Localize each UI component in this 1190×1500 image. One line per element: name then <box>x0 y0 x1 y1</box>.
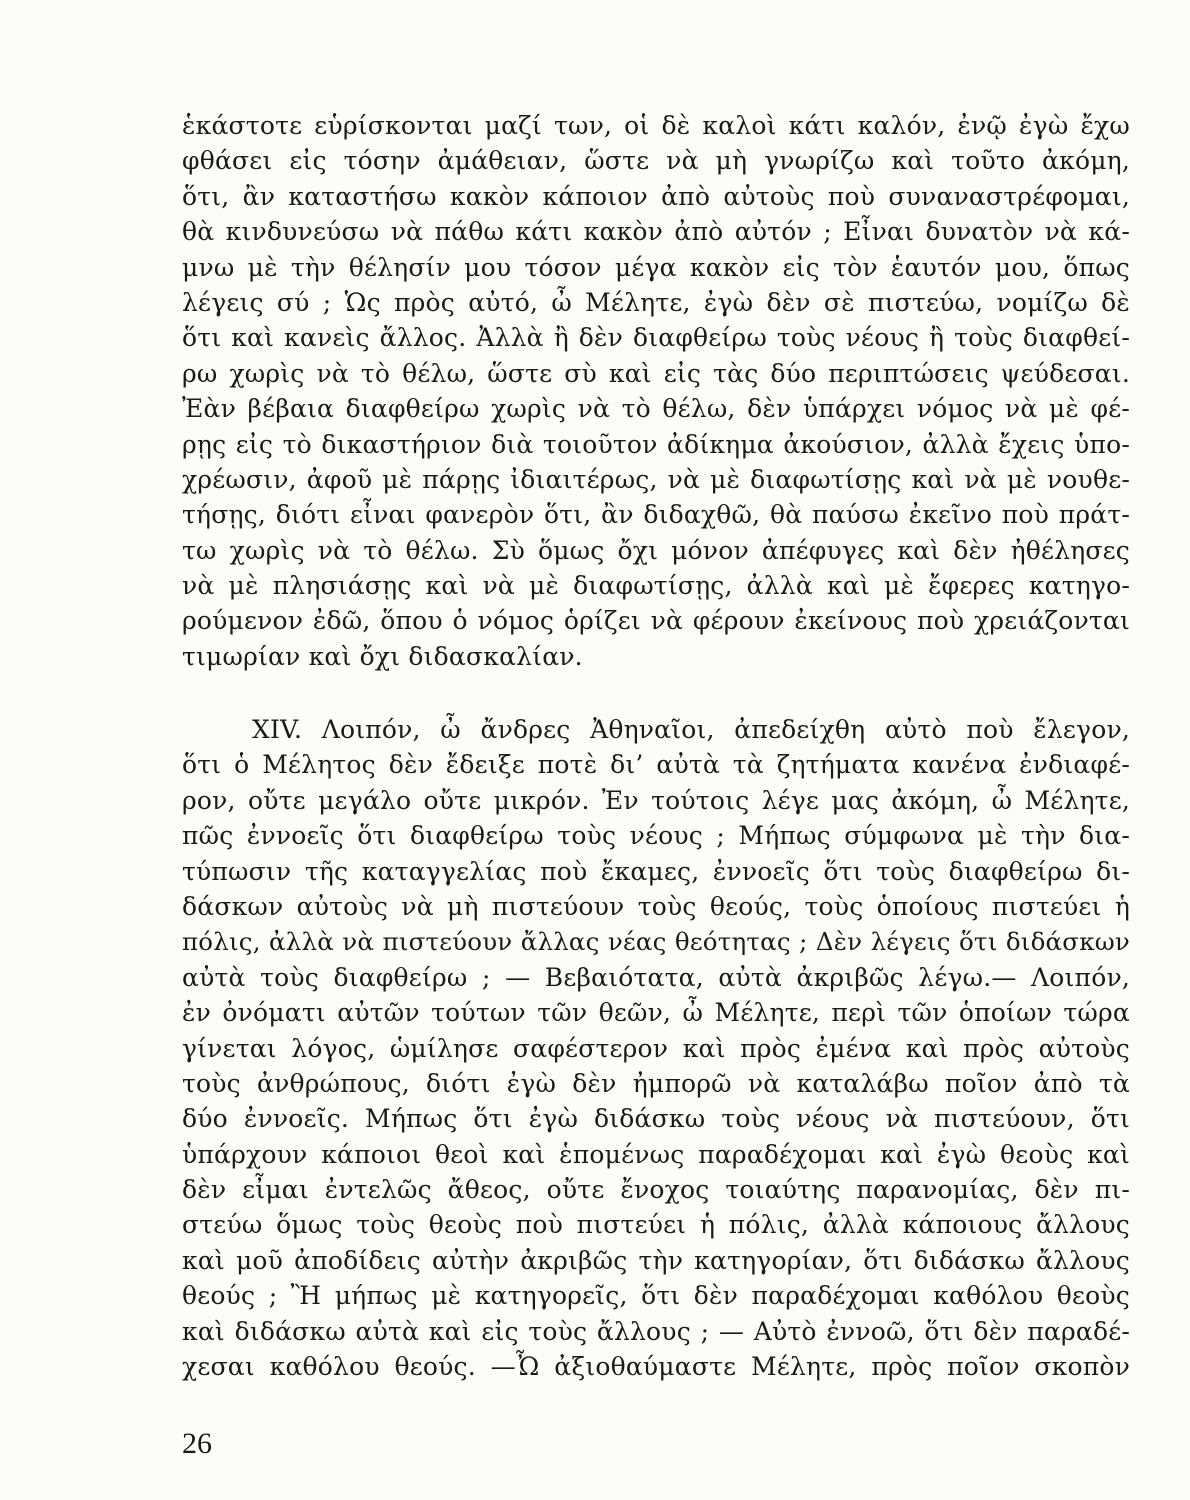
text-line: ρούμενον ἐδῶ, ὅπου ὁ νόμος ὁρίζει νὰ φέρουν ἐκείνους ποὺ χρειάζονται <box>182 606 1130 636</box>
text-line: χρέωσιν, ἀφοῦ μὲ πάρῃς ἰδιαιτέρως, νὰ μὲ διαφωτίσῃς καὶ νὰ μὲ νουθε- <box>182 464 1130 494</box>
text-line: δάσκων αὐτοὺς νὰ μὴ πιστεύουν τοὺς θεούς, τοὺς ὁποίους πιστεύει ἡ <box>182 891 1130 921</box>
text-line: θεούς ; Ἢ μήπως μὲ κατηγορεῖς, ὅτι δὲν παραδέχομαι καθόλου θεοὺς <box>182 1281 1130 1311</box>
text-line: τιμωρίαν καὶ ὄχι διδασκαλίαν. <box>182 641 583 671</box>
text-line: πῶς ἐννοεῖς ὅτι διαφθείρω τοὺς νέους ; Μήπως σύμφωνα μὲ τὴν δια- <box>182 821 1130 851</box>
text-line: ἑκάστοτε εὑρίσκονται μαζί των, οἱ δὲ καλοὶ κάτι καλόν, ἐνῷ ἐγὼ ἔχω <box>182 111 1130 140</box>
text-line: ὅτι ὁ Μέλητος δὲν ἔδειξε ποτὲ δι’ αὐτὰ τὰ ζητήματα κανένα ἐνδιαφέ- <box>182 750 1130 780</box>
text-line: τήσῃς, διότι εἶναι φανερὸν ὅτι, ἂν διδαχθῶ, θὰ παύσω ἐκεῖνο ποὺ πράτ- <box>182 500 1130 530</box>
text-line: ὅτι καὶ κανεὶς ἄλλος. Ἀλλὰ ἢ δὲν διαφθείρω τοὺς νέους ἢ τοὺς διαφθεί- <box>182 323 1130 353</box>
text-line: τοὺς ἀνθρώπους, διότι ἐγὼ δὲν ἠμπορῶ νὰ καταλάβω ποῖον ἀπὸ τὰ <box>182 1068 1130 1098</box>
text-line: ὅτι, ἂν καταστήσω κακὸν κάποιον ἀπὸ αὐτοὺς ποὺ συναναστρέφομαι, <box>182 181 1130 211</box>
page-number: 26 <box>182 1427 212 1460</box>
text-line: λέγεις σύ ; Ὡς πρὸς αὐτό, ὦ Μέλητε, ἐγὼ δὲν σὲ πιστεύω, νομίζω δὲ <box>182 287 1130 317</box>
text-line: μνω μὲ τὴν θέλησίν μου τόσον μέγα κακὸν εἰς τὸν ἑαυτόν μου, ὅπως <box>182 252 1130 282</box>
text-line: φθάσει εἰς τόσην ἀμάθειαν, ὥστε νὰ μὴ γνωρίζω καὶ τοῦτο ἀκόμη, <box>182 146 1130 176</box>
text-line: θὰ κινδυνεύσω νὰ πάθω κάτι κακὸν ἀπὸ αὐτόν ; Εἶναι δυνατὸν νὰ κά- <box>182 217 1130 247</box>
text-line: τύπωσιν τῆς καταγγελίας ποὺ ἔκαμες, ἐννοεῖς ὅτι τοὺς διαφθείρω δι- <box>182 856 1130 886</box>
text-line: XIV. Λοιπόν, ὦ ἄνδρες Ἀθηναῖοι, ἀπεδείχθη αὐτὸ ποὺ ἔλεγον, <box>252 715 1130 744</box>
paragraph-1 <box>182 108 1130 674</box>
text-line: δὲν εἶμαι ἐντελῶς ἄθεος, οὔτε ἔνοχος τοιαύτης παρανομίας, δὲν πι- <box>182 1175 1130 1205</box>
text-line: πόλις, ἀλλὰ νὰ πιστεύουν ἄλλας νέας θεότητας ; Δὲν λέγεις ὅτι διδάσκων <box>182 927 1130 957</box>
paragraph-2 <box>182 712 1130 1384</box>
text-line: δύο ἐννοεῖς. Μήπως ὅτι ἐγὼ διδάσκω τοὺς νέους νὰ πιστεύουν, ὅτι <box>182 1104 1130 1134</box>
text-line: χεσαι καθόλου θεούς. —Ὦ ἀξιοθαύμαστε Μέλητε, πρὸς ποῖον σκοπὸν <box>182 1352 1130 1382</box>
text-line: νὰ μὲ πλησιάσῃς καὶ νὰ μὲ διαφωτίσῃς, ἀλλὰ καὶ μὲ ἔφερες κατηγο- <box>182 571 1130 601</box>
text-line: ὑπάρχουν κάποιοι θεοὶ καὶ ἑπομένως παραδέχομαι καὶ ἐγὼ θεοὺς καὶ <box>182 1139 1130 1169</box>
text-line: ρω χωρὶς νὰ τὸ θέλω, ὥστε σὺ καὶ εἰς τὰς δύο περιπτώσεις ψεύδεσαι. <box>182 358 1130 388</box>
text-line: γίνεται λόγος, ὡμίλησε σαφέστερον καὶ πρὸς ἐμένα καὶ πρὸς αὐτοὺς <box>182 1033 1130 1063</box>
text-line: ἐν ὀνόματι αὐτῶν τούτων τῶν θεῶν, ὦ Μέλητε, περὶ τῶν ὁποίων τώρα <box>182 998 1130 1028</box>
text-line: αὐτὰ τοὺς διαφθείρω ; — Βεβαιότατα, αὐτὰ ἀκριβῶς λέγω.— Λοιπόν, <box>182 962 1130 992</box>
text-line: στεύω ὅμως τοὺς θεοὺς ποὺ πιστεύει ἡ πόλις, ἀλλὰ κάποιους ἄλλους <box>182 1210 1130 1240</box>
text-line: ρον, οὔτε μεγάλο οὔτε μικρόν. Ἐν τούτοις λέγε μας ἀκόμη, ὦ Μέλητε, <box>182 785 1130 815</box>
text-line: ρῃς εἰς τὸ δικαστήριον διὰ τοιοῦτον ἀδίκημα ἀκούσιον, ἀλλὰ ἔχεις ὑπο- <box>182 429 1130 459</box>
text-line: τω χωρὶς νὰ τὸ θέλω. Σὺ ὅμως ὄχι μόνον ἀπέφυγες καὶ δὲν ἠθέλησες <box>182 535 1130 565</box>
text-line: Ἐὰν βέβαια διαφθείρω χωρὶς νὰ τὸ θέλω, δὲν ὑπάρχει νόμος νὰ μὲ φέ- <box>182 394 1130 424</box>
text-line: καὶ μοῦ ἀποδίδεις αὐτὴν ἀκριβῶς τὴν κατηγορίαν, ὅτι διδάσκω ἄλλους <box>182 1245 1130 1275</box>
text-line: καὶ διδάσκω αὐτὰ καὶ εἰς τοὺς ἄλλους ; — Αὐτὸ ἐννοῶ, ὅτι δὲν παραδέ- <box>182 1316 1130 1346</box>
